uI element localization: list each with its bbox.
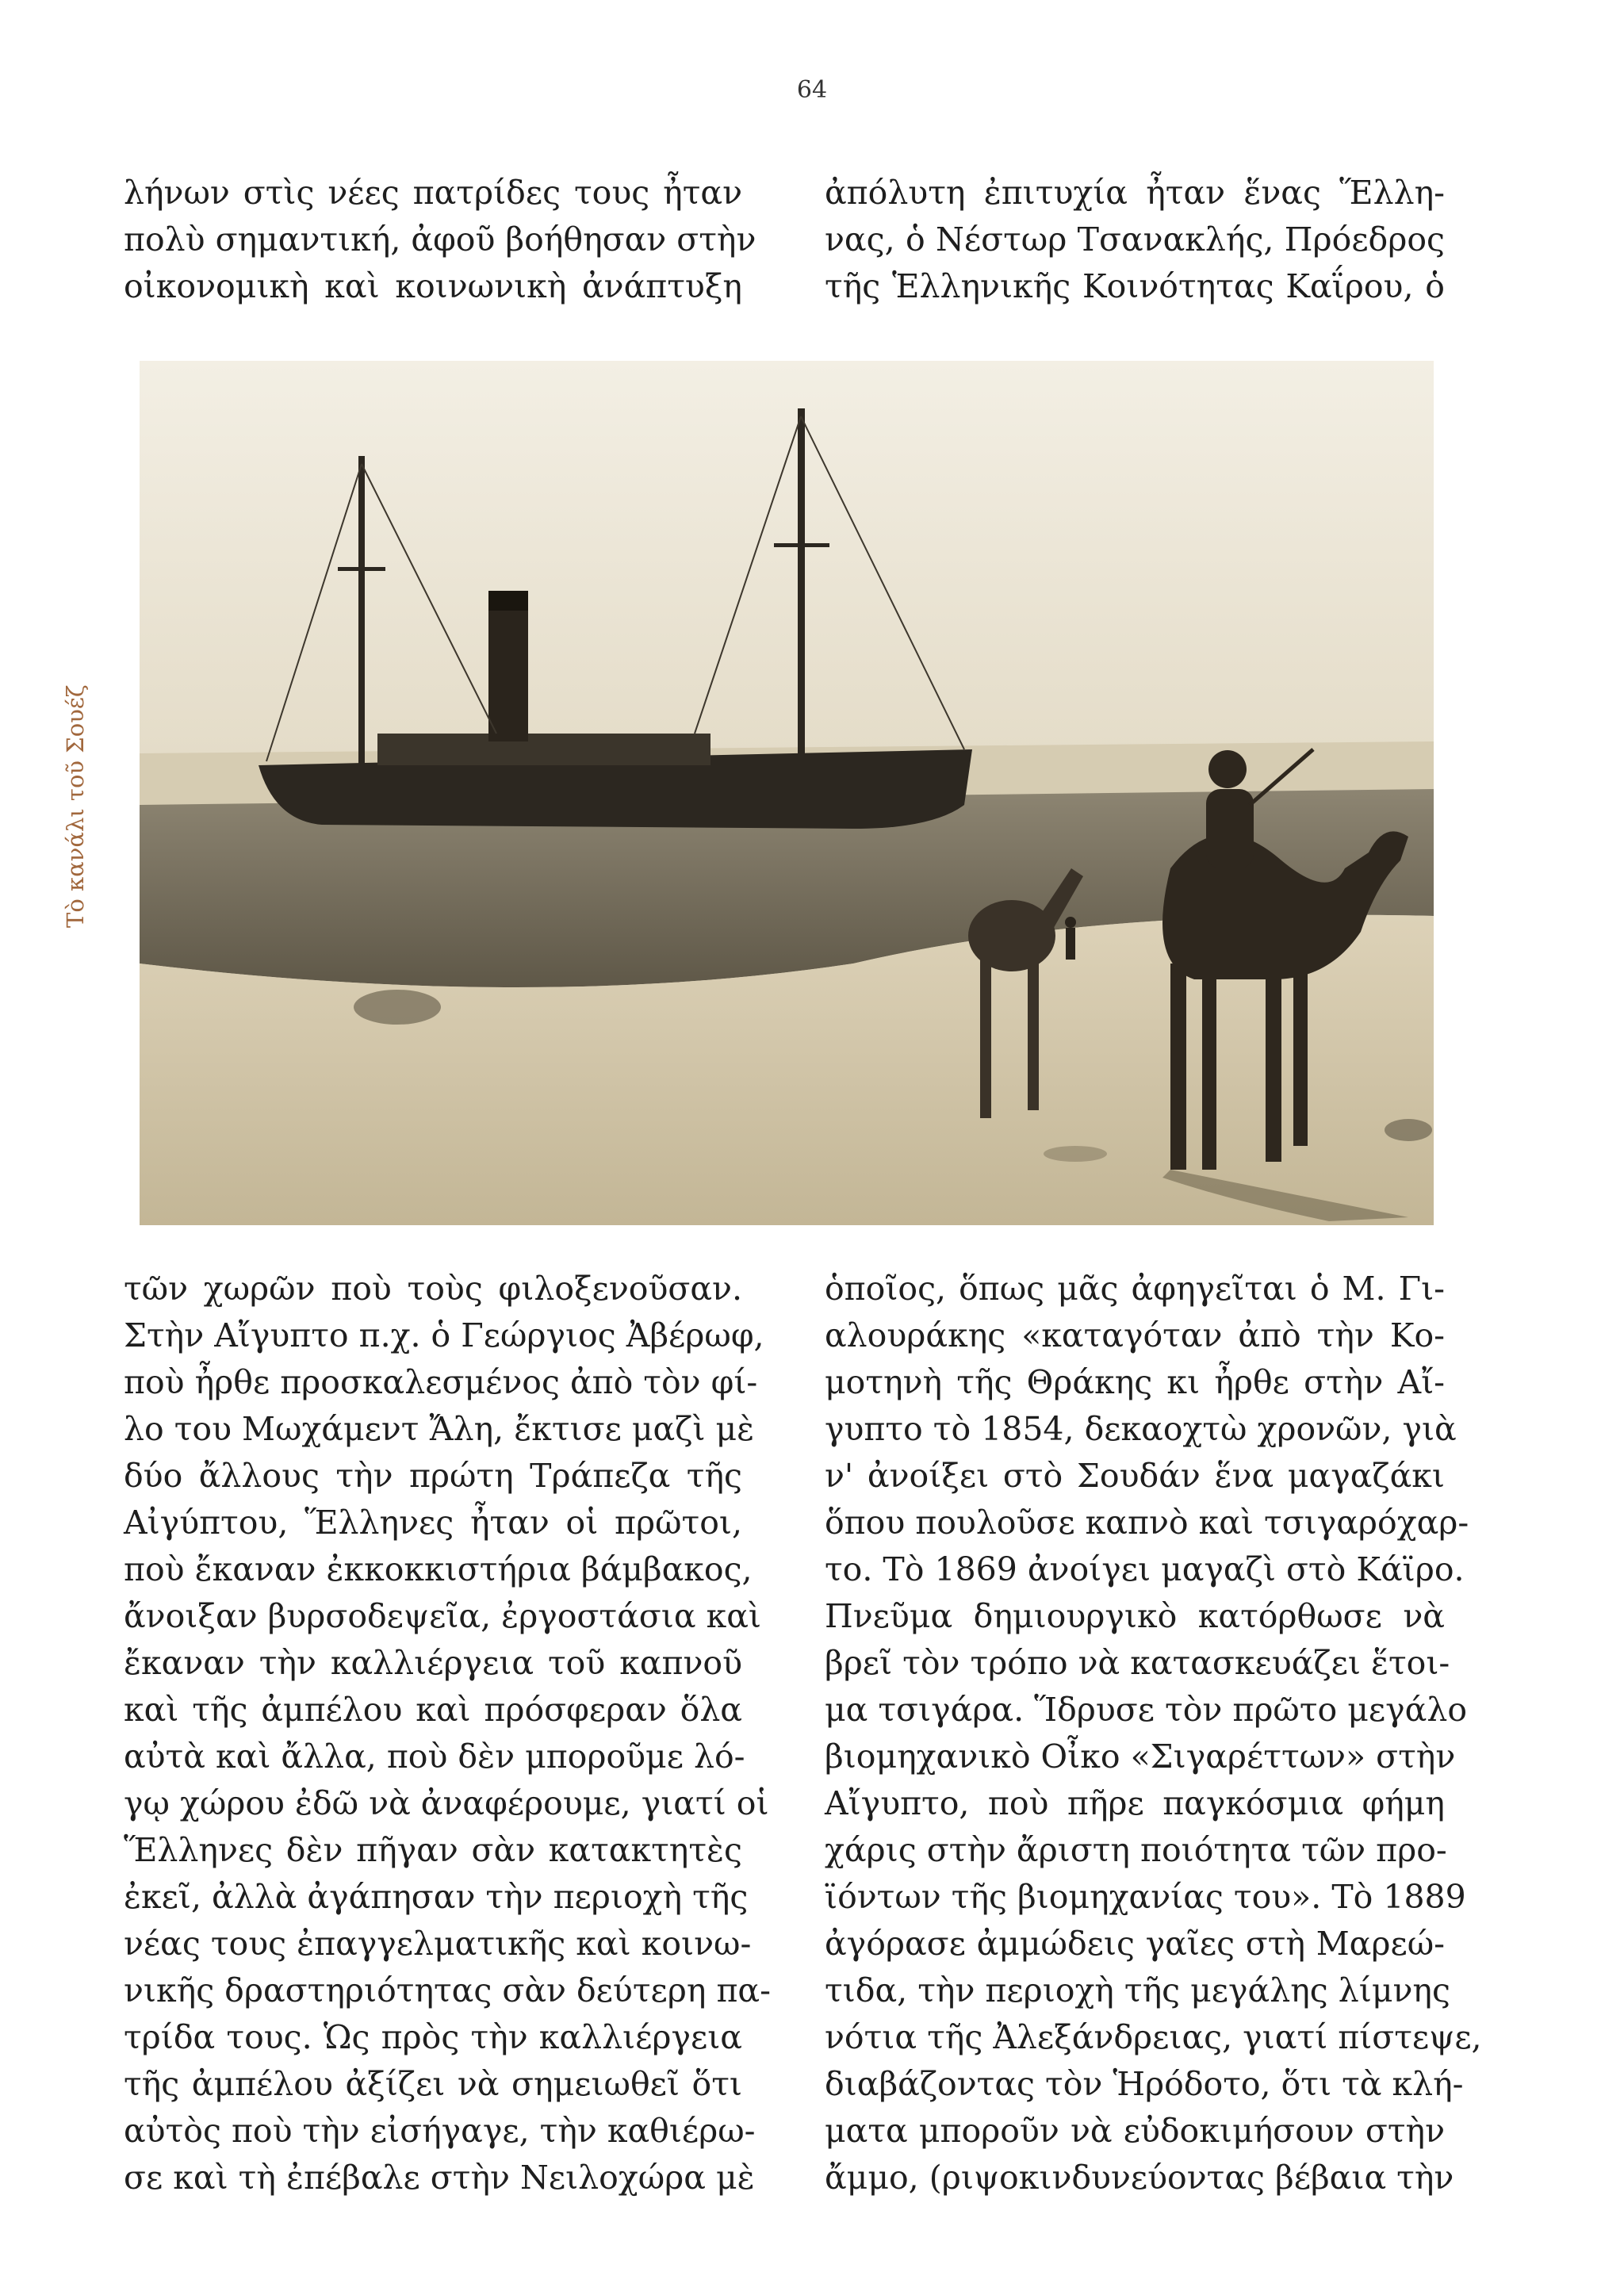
text-line: ματα μποροῦν νὰ εὐδοκιμήσουν στὴν	[825, 2112, 1445, 2150]
text-line: αὐτὰ καὶ ἄλλα, ποὺ δὲν μποροῦμε λό-	[124, 1737, 745, 1776]
text-column-top-right	[825, 170, 1445, 310]
text-line: τῶν χωρῶν ποὺ τοὺς φιλοξενοῦσαν.	[124, 1270, 742, 1308]
text-line: τιδα, τὴν περιοχὴ τῆς μεγάλης λίμνης	[825, 1971, 1450, 2009]
text-line: Πνεῦμα δημιουργικὸ κατόρθωσε νὰ	[825, 1597, 1445, 1635]
text-line: το. Τὸ 1869 ἀνοίγει μαγαζὶ στὸ Κάϊρο.	[825, 1550, 1465, 1588]
text-line: βρεῖ τὸν τρόπο νὰ κατασκευάζει ἕτοι-	[825, 1644, 1450, 1682]
text-line: Στὴν Αἴγυπτο π.χ. ὁ Γεώργιος Ἀβέρωφ,	[124, 1316, 764, 1354]
distant-figure	[1065, 917, 1076, 960]
text-line: ἀγόρασε ἀμμώδεις γαῖες στὴ Μαρεώ-	[825, 1925, 1445, 1963]
text-line: ϊόντων τῆς βιομηχανίας του». Τὸ 1889	[825, 1878, 1466, 1916]
text-line: αὐτὸς ποὺ τὴν εἰσήγαγε, τὴν καθιέρω-	[124, 2112, 756, 2150]
text-line: σε καὶ τὴ ἐπέβαλε στὴν Νειλοχώρα μὲ	[124, 2159, 755, 2197]
text-line: ἄνοιξαν βυρσοδεψεῖα, ἐργοστάσια καὶ	[124, 1597, 761, 1635]
text-line: γῳ χώρου ἐδῶ νὰ ἀναφέρουμε, γιατί οἱ	[124, 1784, 769, 1822]
text-line: χάρις στὴν ἄριστη ποιότητα τῶν προ-	[825, 1831, 1447, 1869]
text-line: ἀπόλυτη ἐπιτυχία ἦταν ἕνας Ἕλλη-	[825, 174, 1445, 212]
text-line: οἰκονομικὴ καὶ κοινωνικὴ ἀνάπτυξη	[124, 267, 742, 305]
text-line: Αἰγύπτου, Ἕλληνες ἦταν οἱ πρῶτοι,	[124, 1504, 742, 1542]
scrub	[354, 990, 441, 1025]
text-line: νέας τους ἐπαγγελματικῆς καὶ κοινω-	[124, 1925, 752, 1963]
text-line: τρίδα τους. Ὡς πρὸς τὴν καλλιέργεια	[124, 2018, 742, 2056]
text-line: δύο ἄλλους τὴν πρώτη Τράπεζα τῆς	[124, 1457, 742, 1495]
text-line: μοτηνὴ τῆς Θράκης κι ἦρθε στὴν Αἴ-	[825, 1363, 1445, 1401]
text-line: καὶ τῆς ἀμπέλου καὶ πρόσφεραν ὅλα	[124, 1691, 742, 1729]
text-line: τῆς Ἑλληνικῆς Κοινότητας Καΐρου, ὁ	[825, 267, 1445, 305]
text-line: νας, ὁ Νέστωρ Τσανακλής, Πρόεδρος	[825, 220, 1445, 259]
text-line: ὁποῖος, ὅπως μᾶς ἀφηγεῖται ὁ Μ. Γι-	[825, 1270, 1445, 1308]
text-line: ποὺ ἔκαναν ἐκκοκκιστήρια βάμβακος,	[124, 1550, 753, 1588]
text-line: αλουράκης «καταγόταν ἀπὸ τὴν Κο-	[825, 1316, 1445, 1354]
text-line: ἄμμο, (ριψοκινδυνεύοντας βέβαια τὴν	[825, 2159, 1454, 2197]
page-number: 64	[796, 76, 828, 104]
text-line: νότια τῆς Ἀλεξάνδρειας, γιατί πίστεψε,	[825, 2018, 1482, 2056]
text-line: ὅπου πουλοῦσε καπνὸ καὶ τσιγαρόχαρ-	[825, 1504, 1469, 1542]
text-line: γυπτο τὸ 1854, δεκαοχτὼ χρονῶν, γιὰ	[825, 1410, 1457, 1448]
text-line: τῆς ἀμπέλου ἀξίζει νὰ σημειωθεῖ ὅτι	[124, 2065, 742, 2103]
photograph-ship-and-camels	[140, 361, 1434, 1225]
text-line: ν' ἀνοίξει στὸ Σουδάν ἕνα μαγαζάκι	[825, 1457, 1445, 1495]
text-line: Ἕλληνες δὲν πῆγαν σὰν κατακτητὲς	[124, 1831, 742, 1869]
text-line: Αἴγυπτο, ποὺ πῆρε παγκόσμια φήμη	[825, 1784, 1445, 1822]
text-line: μα τσιγάρα. Ἵδρυσε τὸν πρῶτο μεγάλο	[825, 1691, 1468, 1729]
text-line: λο του Μωχάμεντ Ἄλη, ἔκτισε μαζὶ μὲ	[124, 1410, 755, 1448]
side-running-title: Τὸ κανάλι τοῦ Σουέζ	[62, 684, 89, 928]
sky	[140, 361, 1434, 757]
text-line: ἔκαναν τὴν καλλιέργεια τοῦ καπνοῦ	[124, 1644, 742, 1682]
text-line: βιομηχανικὸ Οἶκο «Σιγαρέττων» στὴν	[825, 1737, 1456, 1776]
text-line: ἐκεῖ, ἀλλὰ ἀγάπησαν τὴν περιοχὴ τῆς	[124, 1878, 749, 1916]
text-line: ποὺ ἦρθε προσκαλεσμένος ἀπὸ τὸν φί-	[124, 1363, 758, 1401]
text-line: λήνων στὶς νέες πατρίδες τους ἦταν	[124, 174, 742, 212]
text-line: πολὺ σημαντική, ἀφοῦ βοήθησαν στὴν	[124, 220, 756, 259]
text-column-bottom-right	[825, 1266, 1482, 2201]
text-line: νικῆς δραστηριότητας σὰν δεύτερη πα-	[124, 1971, 771, 2009]
text-line: διαβάζοντας τὸν Ἡρόδοτο, ὅτι τὰ κλή-	[825, 2065, 1464, 2103]
text-column-bottom-left	[124, 1266, 771, 2201]
text-column-top-left	[124, 170, 756, 310]
